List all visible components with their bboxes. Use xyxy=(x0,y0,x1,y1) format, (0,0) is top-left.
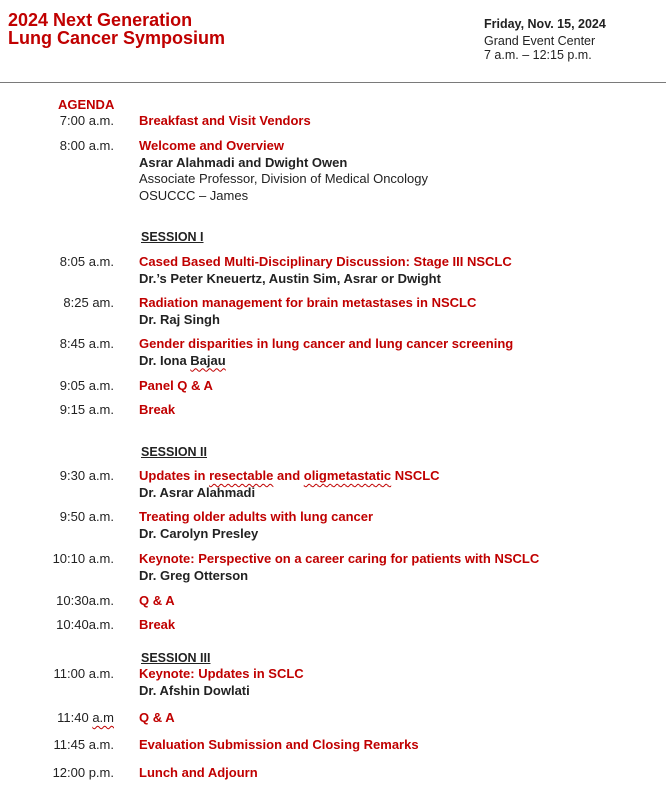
item-title: Break xyxy=(139,617,176,632)
item-title: Q & A xyxy=(139,710,175,725)
title-line-1: 2024 Next Generation xyxy=(8,10,193,30)
speaker-name-part: Bajau xyxy=(190,352,226,368)
title-part: and xyxy=(273,468,304,483)
item-time: 8:05 a.m. xyxy=(59,254,114,269)
item-speaker: Dr. Afshin Dowlati xyxy=(139,682,250,698)
title-line-2: Lung Cancer Symposium xyxy=(8,28,226,48)
item-title: Cased Based Multi-Disciplinary Discussion: Stage III NSCLC xyxy=(139,254,512,269)
item-title: Evaluation Submission and Closing Remarks xyxy=(139,737,419,752)
event-title xyxy=(8,11,225,47)
item-time: 8:00 a.m. xyxy=(59,138,114,153)
item-speaker: Asrar Alahmadi and Dwight Owen xyxy=(139,154,348,170)
item-time: 7:00 a.m. xyxy=(59,113,114,128)
title-part: Updates in xyxy=(139,468,210,483)
item-speaker xyxy=(139,353,513,370)
session-heading: SESSION III xyxy=(141,651,211,665)
item-title: Radiation management for brain metastases in NSCLC xyxy=(139,295,477,310)
title-part: oligmetastatic xyxy=(303,468,392,483)
item-time: 12:00 p.m. xyxy=(52,765,114,780)
item-time: 9:30 a.m. xyxy=(59,468,114,483)
item-time: 10:40a.m. xyxy=(56,617,114,632)
item-title: Gender disparities in lung cancer and lung cancer screening xyxy=(139,336,514,351)
item-title: Panel Q & A xyxy=(139,378,213,393)
item-title: Breakfast and Visit Vendors xyxy=(139,113,311,128)
item-speaker: Dr. Raj Singh xyxy=(139,311,220,327)
item-time: 11:45 a.m. xyxy=(53,737,114,752)
agenda-heading: AGENDA xyxy=(58,97,115,112)
event-venue: Grand Event Center xyxy=(484,34,596,48)
event-date: Friday, Nov. 15, 2024 xyxy=(484,17,606,31)
session-heading: SESSION I xyxy=(141,230,204,244)
item-time: 8:25 am. xyxy=(63,295,114,310)
item-time: 10:10 a.m. xyxy=(52,551,114,566)
item-title: Keynote: Perspective on a career caring for patients with NSCLC xyxy=(139,551,540,566)
item-time: 10:30a.m. xyxy=(56,593,114,608)
item-speaker: Dr. Carolyn Presley xyxy=(139,525,259,541)
item-title: Welcome and Overview xyxy=(139,138,284,153)
event-hours: 7 a.m. – 12:15 p.m. xyxy=(484,48,592,62)
item-time: 9:05 a.m. xyxy=(59,378,114,393)
item-time: 8:45 a.m. xyxy=(59,336,114,351)
event-info xyxy=(484,17,606,62)
item-time: 11:00 a.m. xyxy=(53,666,114,681)
speaker-name-part: Dr. Iona xyxy=(139,352,191,368)
item-detail: OSUCCC – James xyxy=(139,187,249,203)
time-part: a.m xyxy=(92,710,114,725)
item-speaker: Dr. Greg Otterson xyxy=(139,567,249,583)
item-time: 9:15 a.m. xyxy=(59,402,114,417)
item-title: Keynote: Updates in SCLC xyxy=(139,666,304,681)
session-heading: SESSION II xyxy=(141,445,207,459)
item-title xyxy=(139,468,440,485)
item-title: Treating older adults with lung cancer xyxy=(139,509,374,524)
item-speaker: Dr.’s Peter Kneuertz, Austin Sim, Asrar or Dwight xyxy=(139,270,441,286)
title-part: resectable xyxy=(209,468,274,483)
time-part: 11:40 xyxy=(57,710,93,725)
item-detail: Associate Professor, Division of Medical Oncology xyxy=(139,171,429,186)
item-speaker: Dr. Asrar Alahmadi xyxy=(139,484,256,500)
item-time xyxy=(0,710,114,727)
header-divider xyxy=(0,82,666,83)
item-title: Q & A xyxy=(139,593,175,608)
item-title: Lunch and Adjourn xyxy=(139,765,258,780)
item-time: 9:50 a.m. xyxy=(59,509,114,524)
title-part: NSCLC xyxy=(391,468,440,483)
item-title: Break xyxy=(139,402,176,417)
